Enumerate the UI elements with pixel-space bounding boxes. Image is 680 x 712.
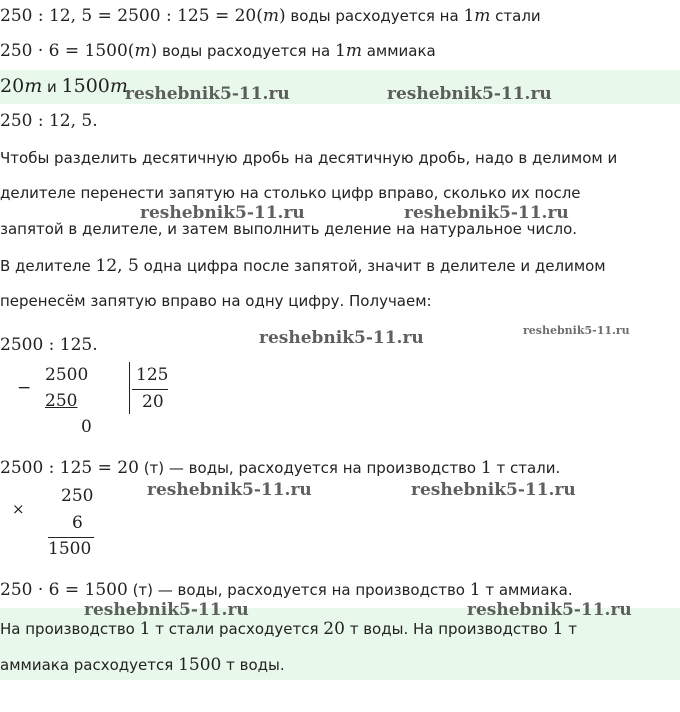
text: (т) — воды, расходуется на производство [127,581,470,599]
watermark: reshebnik5-11.ru [387,84,552,104]
answer-short [0,75,128,97]
text: т стали расходуется [150,620,324,638]
product: 1500 [48,539,92,559]
times-sign: × [12,500,25,518]
unit-var: т [262,6,279,26]
watermark: reshebnik5-11.ru [404,203,569,223]
number: 1 [335,41,346,61]
text: воды расходуется на [285,7,464,25]
divisor-rule [132,389,168,390]
result-line-2 [0,580,573,600]
expression: 250 · 6 = 1500( [0,41,135,61]
expression: 250 · 6 = 1500 [0,580,128,600]
value-1: 20 [0,75,25,97]
remainder: 0 [81,417,92,437]
tail: т стали. [491,459,561,477]
paren: ) [278,6,286,26]
text: (т) — воды, расходуется на производство [138,459,481,477]
pre: В делителе [0,257,96,275]
conclusion-line-1 [0,619,577,639]
value-2: 1500 [61,75,110,97]
watermark: reshebnik5-11.ru [125,84,290,104]
multiplicand: 250 [61,486,94,506]
divisor: 125 [136,365,169,385]
text: т [563,620,577,638]
unit-2: т [109,75,128,97]
text: аммиака расходуется [0,656,179,674]
watermark: reshebnik5-11.ru [411,480,576,500]
tail: стали [490,7,541,25]
tail: аммиака [361,42,436,60]
solution-line-1 [0,6,541,26]
text: На производство [0,620,140,638]
expression: 250 : 12, 5 = 2500 : 125 = 20( [0,6,263,26]
division-bar [129,362,130,414]
number: 1500 [178,655,222,675]
problem-2: 2500 : 125. [0,335,98,355]
unit: т [474,6,491,26]
dividend: 2500 [45,365,89,385]
number: 1 [463,6,475,26]
explanation-line-2: делителе перенести запятую на столько цифр вправо, сколько их после [0,184,581,202]
text: т воды. На производство [344,620,553,638]
unit-1: т [24,75,43,97]
unit: т [345,41,362,61]
number: 1 [469,580,481,600]
watermark: reshebnik5-11.ru [259,328,424,348]
text: т воды. [221,656,285,674]
multiplier: 6 [72,513,83,533]
post: одна цифра после запятой, значит в делителе и делимом [138,257,606,275]
divisor-note-line-2: перенесём запятую вправо на одну цифру. Получаем: [0,292,432,310]
text: воды расходуется на [157,42,336,60]
expression: 2500 : 125 = 20 [0,458,139,478]
explanation-line-3: запятой в делителе, и затем выполнить деление на натуральное число. [0,220,578,238]
watermark: reshebnik5-11.ru [523,324,630,337]
unit-var: т [134,41,151,61]
number: 1 [139,619,151,639]
solution-line-2 [0,41,436,61]
number: 1 [480,458,492,478]
and: и [42,78,62,96]
multiply-rule [48,537,94,538]
tail: т аммиака. [480,581,573,599]
conclusion-line-2 [0,655,285,675]
quotient: 20 [142,392,164,412]
divisor-number: 12, 5 [95,256,139,276]
problem-1: 250 : 12, 5. [0,111,98,131]
result-line-1 [0,458,560,478]
divisor-note-line-1 [0,256,606,276]
number: 1 [552,619,564,639]
paren: ) [150,41,158,61]
watermark: reshebnik5-11.ru [84,600,249,620]
explanation-line-1: Чтобы разделить десятичную дробь на десятичную дробь, надо в делимом и [0,149,618,167]
minus-sign: − [17,378,32,398]
watermark: reshebnik5-11.ru [147,480,312,500]
watermark: reshebnik5-11.ru [467,600,632,620]
number: 20 [323,619,345,639]
subtrahend: 250 [45,391,78,411]
watermark: reshebnik5-11.ru [140,203,305,223]
